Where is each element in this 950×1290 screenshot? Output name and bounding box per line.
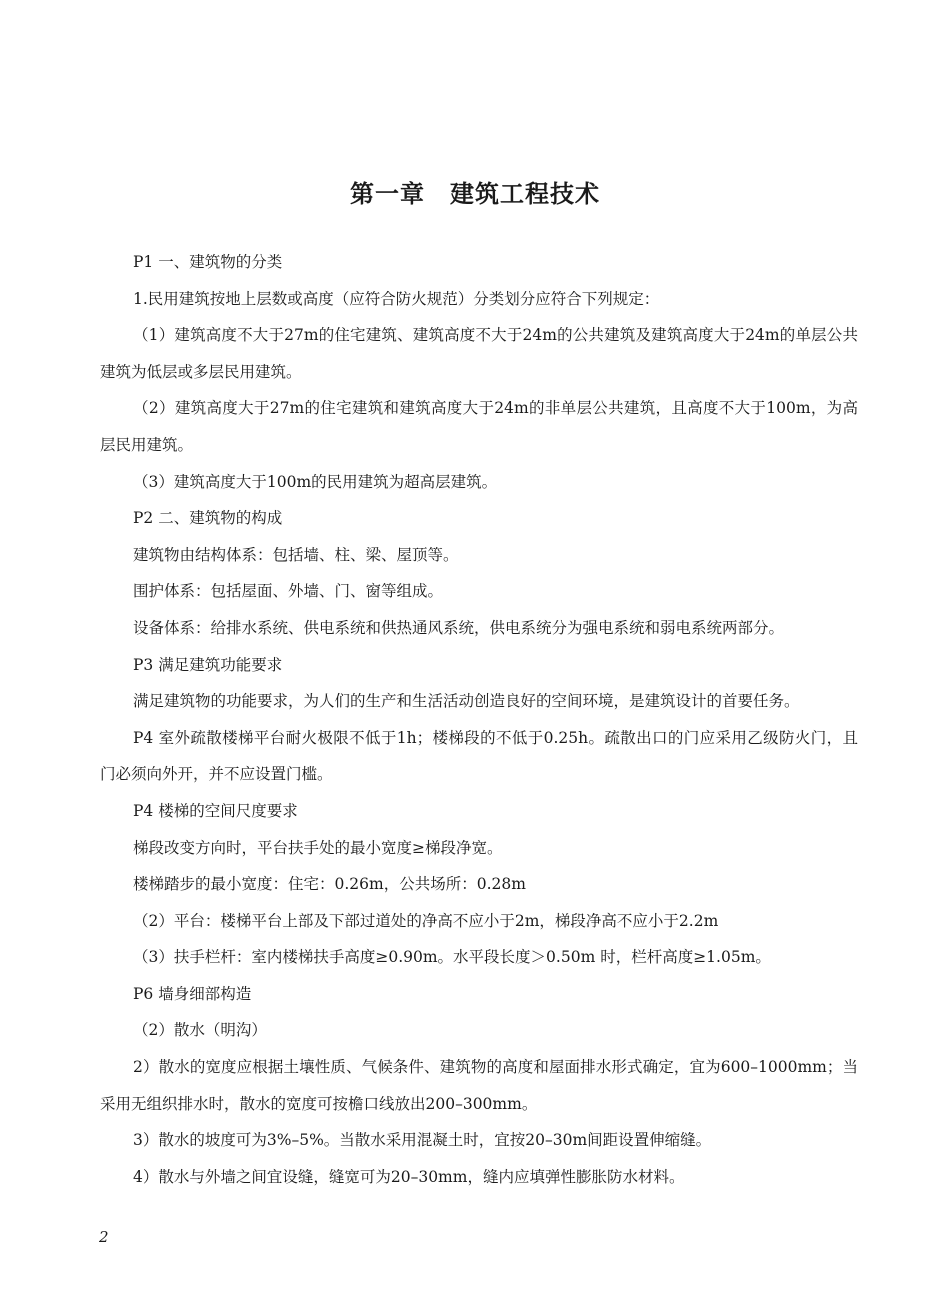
paragraph: 3）散水的坡度可为3%–5%。当散水采用混凝土时，宜按20–30m间距设置伸缩缝。 <box>133 1131 712 1150</box>
paragraph: 设备体系：给排水系统、供电系统和供热通风系统，供电系统分为强电系统和弱电系统两部分。 <box>133 618 785 637</box>
paragraph: （2）建筑高度大于27m的住宅建筑和建筑高度大于24m的非单层公共建筑，且高度不大于100m，为高层民用建筑。 <box>100 399 858 454</box>
paragraph: 围护体系：包括屋面、外墙、门、窗等组成。 <box>133 582 444 601</box>
paragraph: （3）扶手栏杆：室内楼梯扶手高度≥0.90m。水平段长度＞0.50m 时，栏杆高度≥1.05m。 <box>133 948 771 967</box>
paragraph: P2 二、建筑物的构成 <box>133 509 283 528</box>
paragraph: 4）散水与外墙之间宜设缝，缝宽可为20–30mm，缝内应填弹性膨胀防水材料。 <box>133 1167 685 1186</box>
chapter-title: 第一章 建筑工程技术 <box>350 180 600 208</box>
paragraph: （3）建筑高度大于100m的民用建筑为超高层建筑。 <box>133 472 498 491</box>
paragraph: P3 满足建筑功能要求 <box>133 655 283 674</box>
paragraph: 2）散水的宽度应根据土壤性质、气候条件、建筑物的高度和屋面排水形式确定，宜为600–1000mm；当采用无组织排水时，散水的宽度可按檐口线放出200–300mm。 <box>100 1058 858 1113</box>
body-text <box>100 244 858 1195</box>
paragraph: P4 室外疏散楼梯平台耐火极限不低于1h；楼梯段的不低于0.25h。疏散出口的门应采用乙级防火门，且门必须向外开，并不应设置门槛。 <box>100 728 858 784</box>
paragraph: 梯段改变方向时，平台扶手处的最小宽度≥梯段净宽。 <box>133 838 503 857</box>
paragraph: P6 墙身细部构造 <box>133 984 252 1003</box>
paragraph: 满足建筑物的功能要求，为人们的生产和生活活动创造良好的空间环境，是建筑设计的首要任务。 <box>133 692 800 711</box>
paragraph: 楼梯踏步的最小宽度：住宅：0.26m，公共场所：0.28m <box>133 875 526 894</box>
paragraph: P4 楼梯的空间尺度要求 <box>133 801 298 820</box>
paragraph: （2）平台：楼梯平台上部及下部过道处的净高不应小于2m，梯段净高不应小于2.2m <box>133 911 719 930</box>
paragraph: P1 一、建筑物的分类 <box>133 253 283 271</box>
page-number: 2 <box>99 1228 109 1246</box>
paragraph: （1）建筑高度不大于27m的住宅建筑、建筑高度不大于24m的公共建筑及建筑高度大于24m的单层公共建筑为低层或多层民用建筑。 <box>100 326 858 381</box>
paragraph: （2）散水（明沟） <box>133 1021 267 1040</box>
paragraph: 建筑物由结构体系：包括墙、柱、梁、屋顶等。 <box>133 545 459 564</box>
paragraph: 1.民用建筑按地上层数或高度（应符合防火规范）分类划分应符合下列规定： <box>133 289 660 308</box>
